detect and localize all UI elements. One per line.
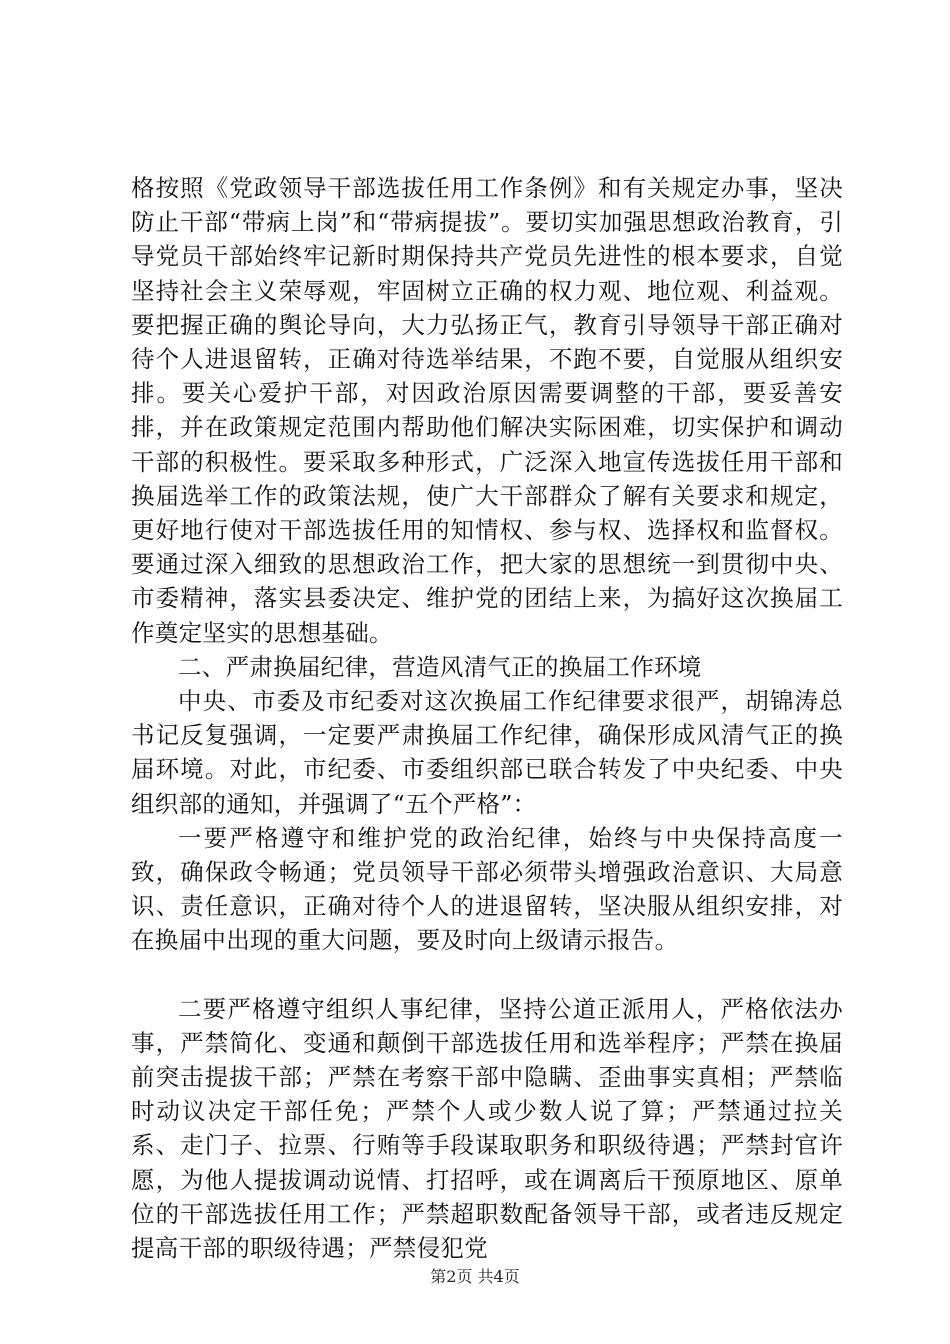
document-body [131,171,843,1265]
paragraph: 一要严格遵守和维护党的政治纪律，始终与中央保持高度一致，确保政令畅通；党员领导干部必须带头增强政治意识、大局意识、责任意识，正确对待个人的进退留转，坚决服从组织安排，对在换届中出现的重大问题，要及时向上级请示报告。 [131,823,843,955]
page-footer: 第2页 共4页 [430,1267,520,1286]
paragraph: 二要严格遵守组织人事纪律，坚持公道正派用人，严格依法办事，严禁简化、变通和颠倒干部选拔任用和选举程序；严禁在换届前突击提拔干部；严禁在考察干部中隐瞒、歪曲事实真相；严禁临时动议决定干部任免；严禁个人或少数人说了算；严禁通过拉关系、走门子、拉票、行贿等手段谋取职务和职级待遇；严禁封官许愿，为他人提拔调动说情、打招呼，或在调离后干预原地区、原单位的干部选拔任用工作；严禁超职数配备领导干部，或者违反规定提高干部的职级待遇；严禁侵犯党 [131,994,843,1263]
paragraph: 中央、市委及市纪委对这次换届工作纪律要求很严，胡锦涛总书记反复强调，一定要严肃换届工作纪律，确保形成风清气正的换届环境。对此，市纪委、市委组织部已联合转发了中央纪委、中央组织部的通知，并强调了“五个严格”： [131,687,843,818]
paragraph-gap [131,958,843,992]
paragraph-continuation: 格按照《党政领导干部选拔任用工作条例》和有关规定办事，坚决防止干部“带病上岗”和“带病提拔”。要切实加强思想政治教育，引导党员干部始终牢记新时期保持共产党员先进性的根本要求，自觉坚持社会主义荣辱观，牢固树立正确的权力观、地位观、利益观。要把握正确的舆论导向，大力弘扬正气，教育引导领导干部正确对待个人进退留转，正确对待选举结果，不跑不要，自觉服从组织安排。要关心爱护干部，对因政治原因需要调整的干部，要妥善安排，并在政策规定范围内帮助他们解决实际困难，切实保护和调动干部的积极性。要采取多种形式，广泛深入地宣传选拔任用干部和换届选举工作的政策法规，使广大干部群众了解有关要求和规定，更好地行使对干部选拔任用的知情权、参与权、选择权和监督权。要通过深入细致的思想政治工作，把大家的思想统一到贯彻中央、市委精神，落实县委决定、维护党的团结上来，为搞好这次换届工作奠定坚实的思想基础。 [131,174,843,647]
section-heading: 二、严肃换届纪律，营造风清气正的换届工作环境 [178,652,702,681]
